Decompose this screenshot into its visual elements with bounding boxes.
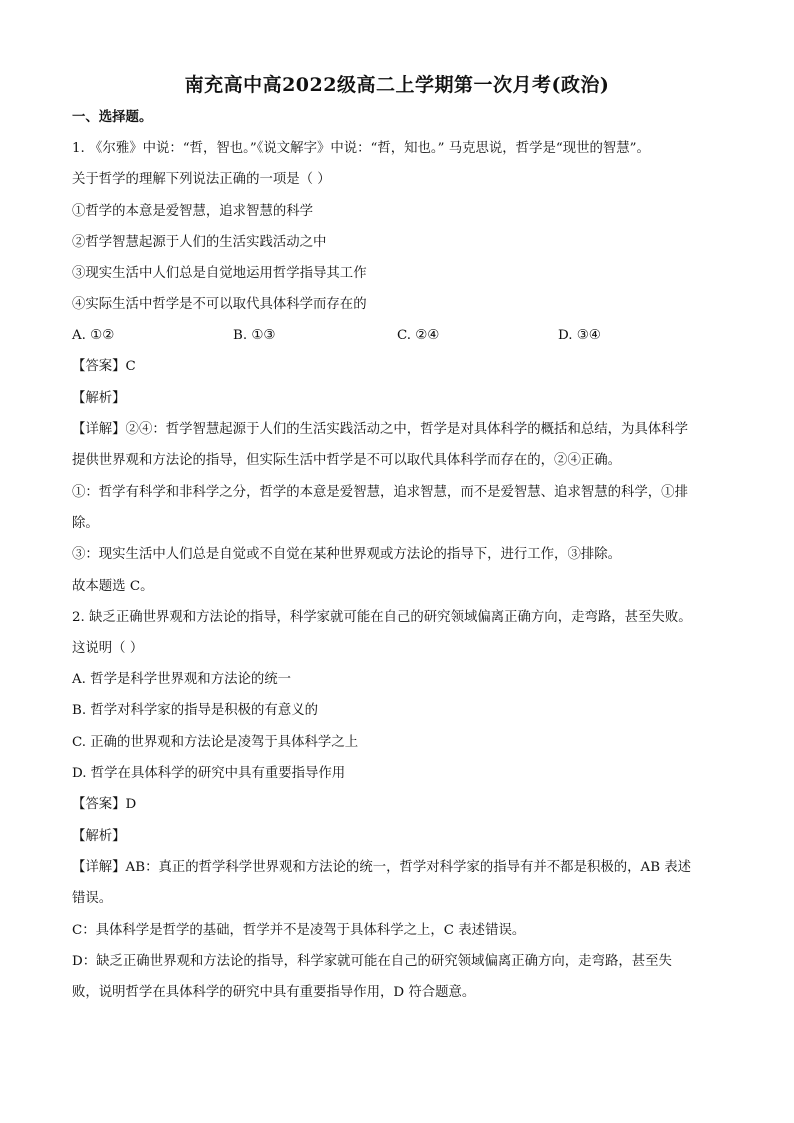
q2-option-b: B. 哲学对科学家的指导是积极的有意义的 (72, 703, 318, 718)
q1-analysis-label: 【解析】 (72, 391, 126, 406)
q1-explanation-line-6: 故本题选 C。 (72, 579, 154, 594)
q1-statement-2: ②哲学智慧起源于人们的生活实践活动之中 (72, 235, 327, 250)
q2-explanation-line-1: 【详解】AB：真正的哲学科学世界观和方法论的统一，哲学对科学家的指导有并不都是积极的，AB 表述 (72, 860, 692, 875)
q2-option-d: D. 哲学在具体科学的研究中具有重要指导作用 (72, 766, 346, 781)
q2-option-a: A. 哲学是科学世界观和方法论的统一 (72, 672, 292, 687)
q1-stem-line-1: 1. 《尔雅》中说：“哲，智也。”《说文解字》中说：“哲，知也。” 马克思说，哲学是“现世的智慧”。 (72, 141, 650, 156)
q2-explanation-line-5: 败，说明哲学在具体科学的研究中具有重要指导作用，D 符合题意。 (72, 985, 476, 1000)
q1-option-c: C. ②④ (397, 328, 440, 343)
q2-explanation-line-3: C：具体科学是哲学的基础，哲学并不是凌驾于具体科学之上，C 表述错误。 (72, 923, 526, 938)
q1-explanation-line-4: 除。 (72, 516, 99, 531)
q1-explanation-line-2: 提供世界观和方法论的指导，但实际生活中哲学是不可以取代具体科学而存在的，②④正确。 (72, 453, 622, 468)
q2-explanation-line-2: 错误。 (72, 891, 113, 906)
q1-explanation-line-3: ①：哲学有科学和非科学之分，哲学的本意是爱智慧，追求智慧，而不是爱智慧、追求智慧的科学，①排 (72, 485, 688, 500)
q1-option-b: B. ①③ (233, 328, 276, 343)
q2-explanation-line-4: D：缺乏正确世界观和方法论的指导，科学家就可能在自己的研究领域偏离正确方向，走弯路，甚至失 (72, 954, 672, 969)
q1-statement-4: ④实际生活中哲学是不可以取代具体科学而存在的 (72, 297, 367, 312)
q1-explanation-line-5: ③：现实生活中人们总是自觉或不自觉在某种世界观或方法论的指导下，进行工作，③排除。 (72, 547, 622, 562)
q2-option-c: C. 正确的世界观和方法论是凌驾于具体科学之上 (72, 735, 359, 750)
q2-stem-line-1: 2. 缺乏正确世界观和方法论的指导，科学家就可能在自己的研究领域偏离正确方向，走弯路，甚至失败。 (72, 610, 692, 625)
q1-answer: 【答案】C (72, 359, 136, 374)
q2-answer: 【答案】D (72, 797, 137, 812)
q1-statement-1: ①哲学的本意是爱智慧，追求智慧的科学 (72, 204, 314, 219)
q1-options-row (72, 326, 727, 346)
page-title: 南充高中高2022级高二上学期第一次月考(政治) (184, 74, 610, 96)
q1-stem-line-2: 关于哲学的理解下列说法正确的一项是（ ） (72, 172, 331, 187)
q1-explanation-line-1: 【详解】②④：哲学智慧起源于人们的生活实践活动之中，哲学是对具体科学的概括和总结，为具体科学 (72, 422, 688, 437)
section-heading: 一、选择题。 (72, 109, 153, 125)
q1-option-a: A. ①② (72, 328, 115, 343)
q2-analysis-label: 【解析】 (72, 829, 126, 844)
q1-statement-3: ③现实生活中人们总是自觉地运用哲学指导其工作 (72, 266, 367, 281)
q2-stem-line-2: 这说明（ ） (72, 641, 144, 656)
q1-option-d: D. ③④ (558, 328, 601, 343)
